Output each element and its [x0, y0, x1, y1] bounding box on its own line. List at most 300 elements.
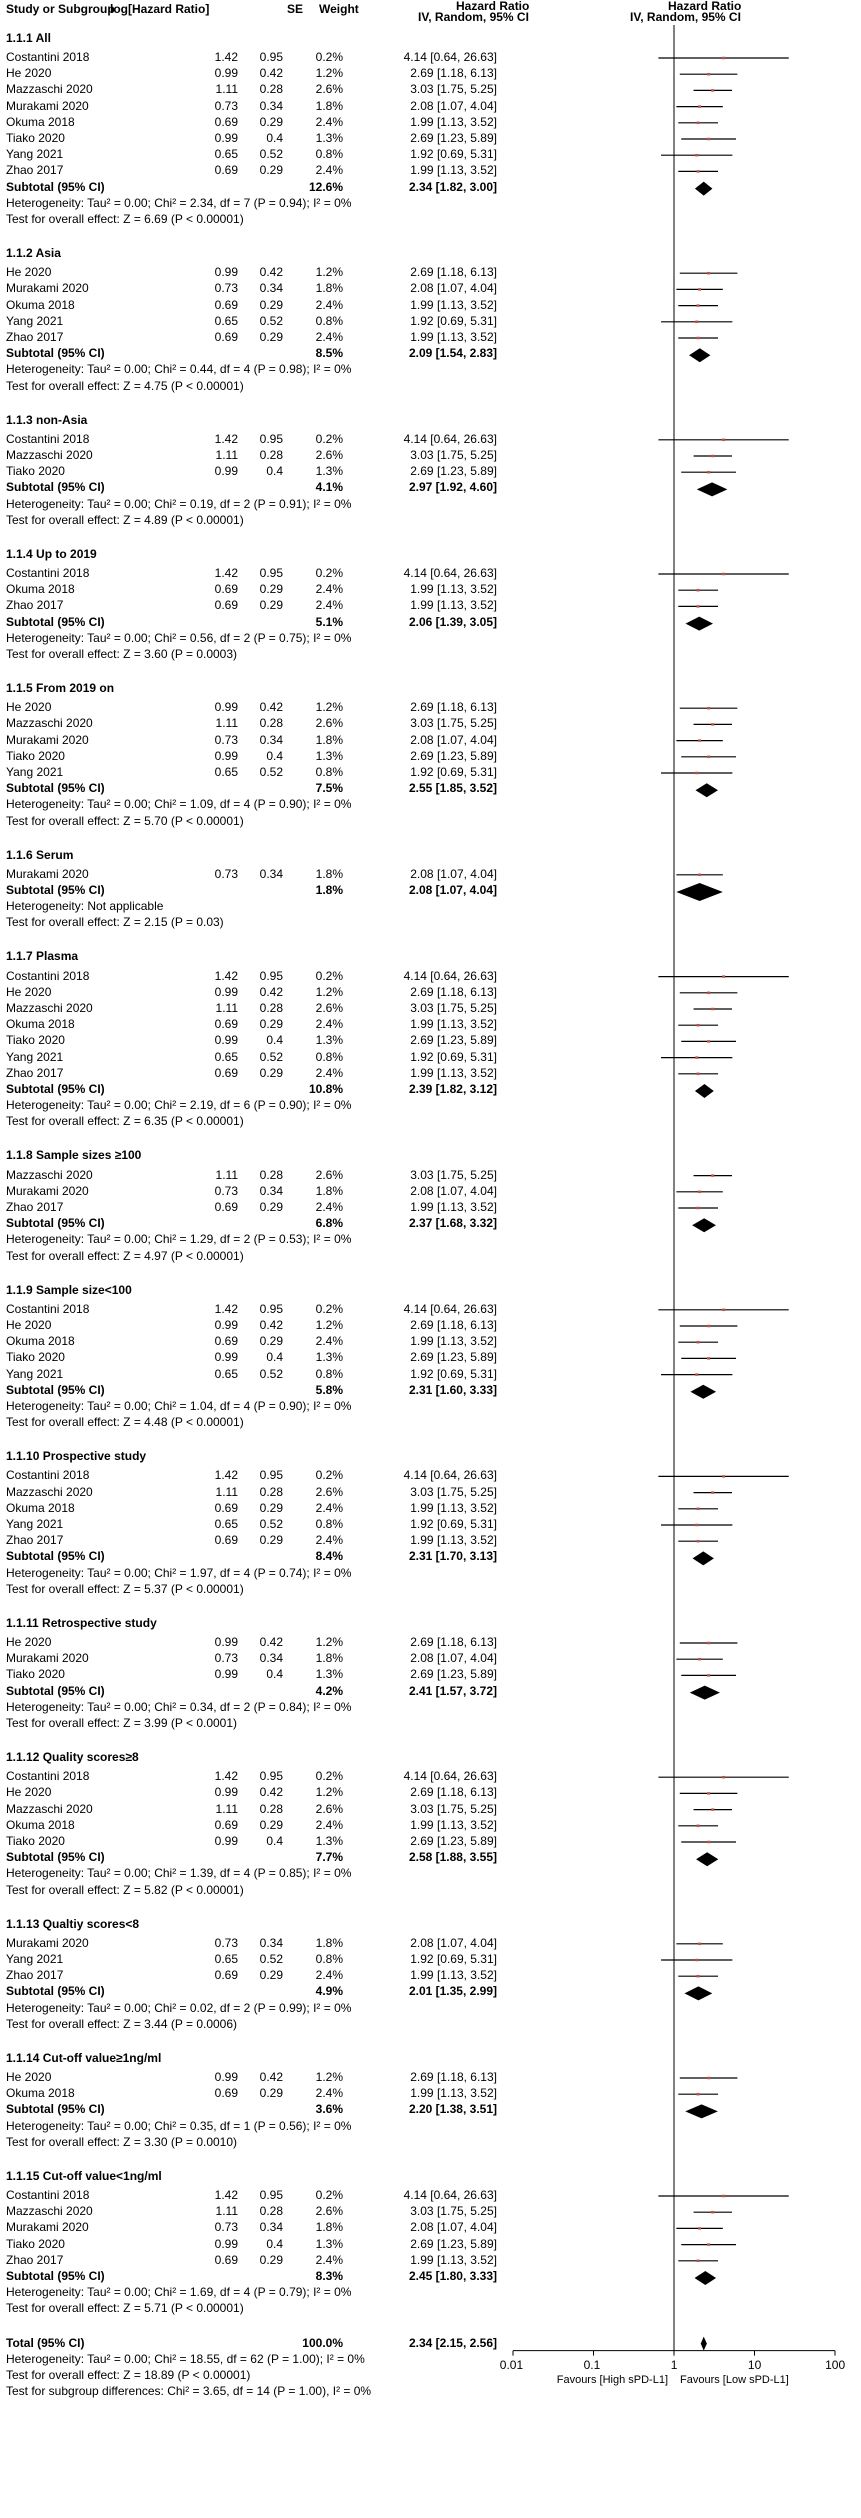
study-weight: 1.2%	[315, 1318, 343, 1332]
study-se: 0.4	[266, 2236, 283, 2251]
study-name: Yang 2021	[6, 147, 64, 162]
subgroup-title: 1.1.3 non-Asia	[6, 412, 88, 427]
study-weight: 2.6%	[315, 1801, 343, 1816]
study-loghr: 0.69	[214, 598, 238, 613]
subtotal-weight: 7.7%	[315, 1850, 343, 1865]
study-name: Mazzaschi 2020	[6, 1001, 93, 1015]
study-loghr: 0.73	[214, 1183, 238, 1198]
study-ci: 2.69 [1.18, 6.13]	[410, 700, 497, 715]
subgroup-title: 1.1.12 Quality scores≥8	[6, 1750, 139, 1764]
study-ci: 2.08 [1.07, 4.04]	[410, 98, 497, 113]
study-weight: 2.4%	[315, 330, 343, 344]
subtotal-ci: 2.20 [1.38, 3.51]	[408, 2102, 497, 2117]
subtotal-label: Subtotal (95% CI)	[6, 883, 105, 897]
study-weight: 2.4%	[315, 1065, 343, 1080]
study-ci: 2.69 [1.18, 6.13]	[410, 984, 497, 999]
study-ci: 4.14 [0.64, 26.63]	[403, 1468, 497, 1483]
subtotal-weight: 12.6%	[308, 179, 343, 194]
study-ci: 2.69 [1.23, 5.89]	[410, 1834, 497, 1848]
study-loghr: 0.69	[214, 1065, 238, 1080]
x-axis-tick-label: 100	[825, 2357, 846, 2372]
study-name: Murakami 2020	[6, 2220, 89, 2235]
header-se: SE	[287, 2, 304, 16]
subtotal-ci: 2.31 [1.60, 3.33]	[408, 1382, 497, 1397]
study-se: 0.34	[259, 281, 283, 296]
study-weight: 0.8%	[315, 1366, 343, 1381]
study-name: Mazzaschi 2020	[6, 2204, 93, 2219]
study-weight: 2.4%	[315, 1200, 343, 1214]
study-loghr: 0.65	[214, 1049, 238, 1064]
study-se: 0.52	[259, 1049, 283, 1064]
subtotal-diamond	[695, 182, 712, 196]
study-loghr: 0.73	[214, 1935, 238, 1950]
study-loghr: 1.42	[214, 1769, 238, 1784]
study-name: Tiako 2020	[6, 1033, 65, 1048]
subtotal-ci: 2.55 [1.85, 3.52]	[408, 781, 497, 796]
study-se: 0.29	[259, 1500, 283, 1515]
study-se: 0.29	[259, 1533, 283, 1548]
study-loghr: 0.73	[214, 281, 238, 296]
study-ci: 1.99 [1.13, 3.52]	[410, 1533, 497, 1548]
study-weight: 1.8%	[315, 1651, 343, 1666]
study-ci: 3.03 [1.75, 5.25]	[410, 1001, 497, 1015]
study-ci: 1.99 [1.13, 3.52]	[410, 163, 497, 178]
subtotal-weight: 8.5%	[315, 346, 343, 361]
x-axis-tick-label: 1	[670, 2357, 678, 2372]
study-weight: 0.8%	[315, 1952, 343, 1966]
study-loghr: 0.99	[214, 1318, 238, 1332]
study-name: Murakami 2020	[6, 1935, 89, 1950]
overall-effect-text: Test for overall effect: Z = 4.97 (P < 0.00001)	[6, 1248, 244, 1263]
study-loghr: 0.65	[214, 765, 238, 779]
study-se: 0.95	[259, 968, 283, 983]
study-loghr: 0.65	[214, 1366, 238, 1381]
study-loghr: 0.69	[214, 163, 238, 178]
study-weight: 1.3%	[315, 1350, 343, 1365]
study-se: 0.28	[259, 1001, 283, 1015]
study-ci: 1.99 [1.13, 3.52]	[410, 1817, 497, 1832]
study-name: Tiako 2020	[6, 748, 65, 763]
study-loghr: 0.73	[214, 98, 238, 113]
study-weight: 1.3%	[315, 131, 343, 145]
x-axis-tick-label: 10	[747, 2357, 762, 2372]
study-se: 0.29	[259, 1968, 283, 1983]
subtotal-diamond	[695, 1084, 714, 1098]
study-name: Okuma 2018	[6, 2086, 75, 2101]
study-name: Okuma 2018	[6, 114, 75, 129]
study-name: Tiako 2020	[6, 1350, 65, 1365]
subtotal-weight: 4.9%	[315, 1984, 343, 1999]
study-weight: 2.4%	[315, 598, 343, 613]
study-ci: 1.99 [1.13, 3.52]	[410, 330, 497, 344]
study-se: 0.28	[259, 1801, 283, 1816]
subtotal-diamond	[676, 883, 722, 901]
study-se: 0.29	[259, 582, 283, 597]
study-loghr: 0.99	[214, 1350, 238, 1365]
study-loghr: 0.69	[214, 1017, 238, 1032]
study-ci: 2.69 [1.18, 6.13]	[410, 265, 497, 280]
study-loghr: 0.69	[214, 1968, 238, 1983]
study-weight: 1.2%	[315, 1785, 343, 1800]
study-se: 0.34	[259, 1183, 283, 1198]
overall-effect-text: Test for overall effect: Z = 6.35 (P < 0.00001)	[6, 1114, 244, 1129]
study-ci: 1.99 [1.13, 3.52]	[410, 1500, 497, 1515]
heterogeneity-text: Heterogeneity: Tau² = 0.00; Chi² = 0.44, df = 4 (P = 0.98); I² = 0%	[6, 362, 352, 377]
subtotal-label: Subtotal (95% CI)	[6, 1549, 105, 1564]
subtotal-ci: 2.08 [1.07, 4.04]	[408, 883, 497, 897]
heterogeneity-text: Heterogeneity: Tau² = 0.00; Chi² = 1.29, df = 2 (P = 0.53); I² = 0%	[6, 1232, 352, 1247]
subtotal-ci: 2.41 [1.57, 3.72]	[408, 1683, 497, 1698]
study-weight: 1.2%	[315, 1635, 343, 1649]
heterogeneity-text: Heterogeneity: Tau² = 0.00; Chi² = 1.04, df = 4 (P = 0.90); I² = 0%	[6, 1399, 352, 1413]
header-plot-method: IV, Random, 95% CI	[630, 10, 741, 24]
study-name: He 2020	[6, 1318, 52, 1332]
subtotal-diamond	[686, 617, 713, 631]
study-ci: 1.99 [1.13, 3.52]	[410, 1334, 497, 1349]
study-se: 0.42	[259, 2070, 283, 2084]
study-weight: 1.2%	[315, 984, 343, 999]
study-name: Costantini 2018	[6, 431, 90, 446]
study-weight: 1.8%	[315, 281, 343, 296]
subtotal-label: Subtotal (95% CI)	[6, 2102, 105, 2117]
study-weight: 0.8%	[315, 147, 343, 162]
study-se: 0.28	[259, 1484, 283, 1499]
study-weight: 2.4%	[315, 2252, 343, 2267]
study-loghr: 0.65	[214, 313, 238, 328]
x-axis-tick-label: 0.1	[583, 2357, 601, 2372]
study-se: 0.34	[259, 98, 283, 113]
study-name: Mazzaschi 2020	[6, 716, 93, 731]
subtotal-label: Subtotal (95% CI)	[6, 1850, 105, 1865]
study-weight: 2.6%	[315, 448, 343, 462]
study-name: Yang 2021	[6, 1517, 64, 1531]
study-loghr: 0.99	[214, 1033, 238, 1048]
study-name: Yang 2021	[6, 765, 64, 779]
study-se: 0.34	[259, 1651, 283, 1666]
study-weight: 1.3%	[315, 748, 343, 763]
study-se: 0.29	[259, 1017, 283, 1032]
study-se: 0.34	[259, 1935, 283, 1950]
study-se: 0.4	[266, 1834, 283, 1848]
study-ci: 1.99 [1.13, 3.52]	[410, 1968, 497, 1983]
subgroup-title: 1.1.14 Cut-off value≥1ng/ml	[6, 2050, 162, 2065]
study-ci: 1.99 [1.13, 3.52]	[410, 598, 497, 613]
study-name: He 2020	[6, 66, 52, 81]
study-loghr: 0.99	[214, 464, 238, 479]
subtotal-weight: 8.3%	[315, 2269, 343, 2283]
study-ci: 3.03 [1.75, 5.25]	[410, 716, 497, 731]
heterogeneity-text: Heterogeneity: Tau² = 0.00; Chi² = 0.02, df = 2 (P = 0.99); I² = 0%	[6, 2000, 352, 2015]
study-loghr: 1.11	[215, 1001, 238, 1015]
study-ci: 3.03 [1.75, 5.25]	[410, 448, 497, 462]
subtotal-diamond	[693, 1551, 714, 1565]
study-name: Murakami 2020	[6, 1183, 89, 1198]
subtotal-ci: 2.06 [1.39, 3.05]	[408, 614, 497, 629]
study-ci: 3.03 [1.75, 5.25]	[410, 1167, 497, 1182]
header-weight: Weight	[319, 2, 359, 16]
study-loghr: 1.11	[215, 1484, 238, 1499]
study-loghr: 1.42	[214, 968, 238, 983]
study-ci: 2.69 [1.18, 6.13]	[410, 1318, 497, 1332]
subgroup-title: 1.1.13 Qualtiy scores<8	[6, 1916, 140, 1931]
total-label: Total (95% CI)	[6, 2335, 85, 2350]
overall-effect-text: Test for overall effect: Z = 4.75 (P < 0.00001)	[6, 378, 244, 393]
study-ci: 4.14 [0.64, 26.63]	[403, 1769, 497, 1784]
study-weight: 2.4%	[315, 2086, 343, 2101]
study-se: 0.29	[259, 1334, 283, 1349]
subgroup-title: 1.1.9 Sample size<100	[6, 1282, 132, 1297]
study-loghr: 0.99	[214, 2236, 238, 2251]
study-name: Zhao 2017	[6, 2252, 64, 2267]
study-name: Zhao 2017	[6, 1533, 64, 1548]
study-loghr: 1.42	[214, 1468, 238, 1483]
study-ci: 1.92 [0.69, 5.31]	[410, 765, 497, 779]
study-weight: 0.2%	[315, 2188, 343, 2202]
overall-effect-text: Test for overall effect: Z = 5.82 (P < 0.00001)	[6, 1882, 244, 1897]
study-loghr: 1.11	[215, 2204, 238, 2219]
subtotal-diamond	[696, 1852, 718, 1866]
subtotal-label: Subtotal (95% CI)	[6, 179, 105, 194]
total-heterogeneity-text: Heterogeneity: Tau² = 0.00; Chi² = 18.55, df = 62 (P = 1.00); I² = 0%	[6, 2351, 365, 2366]
study-name: Yang 2021	[6, 1952, 64, 1966]
study-weight: 1.8%	[315, 1183, 343, 1198]
study-ci: 1.99 [1.13, 3.52]	[410, 114, 497, 129]
study-loghr: 0.99	[214, 2070, 238, 2084]
study-se: 0.28	[259, 716, 283, 731]
study-name: He 2020	[6, 2070, 52, 2084]
study-weight: 0.2%	[315, 431, 343, 446]
subtotal-diamond	[684, 1986, 712, 2000]
study-name: Costantini 2018	[6, 566, 90, 580]
study-loghr: 0.69	[214, 1533, 238, 1548]
study-loghr: 0.99	[214, 265, 238, 280]
study-name: Zhao 2017	[6, 1968, 64, 1983]
study-loghr: 0.73	[214, 732, 238, 747]
study-se: 0.28	[259, 2204, 283, 2219]
study-name: He 2020	[6, 984, 52, 999]
study-loghr: 0.69	[214, 582, 238, 597]
study-name: Costantini 2018	[6, 50, 90, 64]
study-name: He 2020	[6, 1635, 52, 1649]
overall-effect-text: Test for overall effect: Z = 3.99 (P < 0.0001)	[6, 1716, 238, 1730]
subtotal-weight: 5.1%	[315, 614, 343, 629]
subtotal-label: Subtotal (95% CI)	[6, 346, 105, 361]
overall-effect-text: Test for overall effect: Z = 5.37 (P < 0.00001)	[6, 1581, 244, 1596]
study-name: Yang 2021	[6, 1366, 64, 1381]
subtotal-diamond	[697, 482, 728, 496]
x-axis-tick-label: 0.01	[499, 2357, 524, 2372]
heterogeneity-text: Heterogeneity: Tau² = 0.00; Chi² = 0.34, df = 2 (P = 0.84); I² = 0%	[6, 1699, 352, 1714]
study-name: Costantini 2018	[6, 1468, 90, 1483]
study-se: 0.52	[259, 147, 283, 162]
study-se: 0.42	[259, 984, 283, 999]
study-loghr: 0.99	[214, 131, 238, 145]
study-weight: 2.4%	[315, 1533, 343, 1548]
study-name: Mazzaschi 2020	[6, 1801, 93, 1816]
subtotal-ci: 2.37 [1.68, 3.32]	[408, 1216, 497, 1231]
study-name: Costantini 2018	[6, 1301, 90, 1316]
study-ci: 4.14 [0.64, 26.63]	[403, 431, 497, 446]
study-ci: 2.08 [1.07, 4.04]	[410, 2220, 497, 2235]
subgroup-title: 1.1.7 Plasma	[6, 949, 79, 964]
study-ci: 4.14 [0.64, 26.63]	[403, 1301, 497, 1316]
study-name: Okuma 2018	[6, 1817, 75, 1832]
subgroup-title: 1.1.4 Up to 2019	[6, 546, 97, 561]
study-se: 0.34	[259, 866, 283, 881]
study-loghr: 0.73	[214, 2220, 238, 2235]
study-weight: 1.8%	[315, 2220, 343, 2235]
subtotal-ci: 2.58 [1.88, 3.55]	[408, 1850, 497, 1865]
study-name: He 2020	[6, 265, 52, 280]
study-name: Mazzaschi 2020	[6, 448, 93, 462]
study-ci: 3.03 [1.75, 5.25]	[410, 1484, 497, 1499]
study-weight: 2.4%	[315, 297, 343, 312]
study-ci: 2.69 [1.23, 5.89]	[410, 131, 497, 145]
subtotal-label: Subtotal (95% CI)	[6, 1984, 105, 1999]
study-loghr: 0.99	[214, 66, 238, 81]
study-weight: 1.2%	[315, 700, 343, 715]
subgroup-title: 1.1.2 Asia	[6, 246, 61, 260]
study-se: 0.4	[266, 131, 283, 145]
subtotal-weight: 1.8%	[315, 883, 343, 897]
study-weight: 2.6%	[315, 82, 343, 97]
study-ci: 2.08 [1.07, 4.04]	[410, 1183, 497, 1198]
total-diamond	[701, 2337, 707, 2351]
study-loghr: 0.69	[214, 1817, 238, 1832]
study-loghr: 0.69	[214, 2252, 238, 2267]
study-loghr: 0.69	[214, 2086, 238, 2101]
study-ci: 2.08 [1.07, 4.04]	[410, 1935, 497, 1950]
study-loghr: 1.11	[215, 82, 238, 97]
study-loghr: 0.65	[214, 1517, 238, 1531]
study-se: 0.29	[259, 163, 283, 178]
study-ci: 4.14 [0.64, 26.63]	[403, 968, 497, 983]
study-ci: 2.69 [1.23, 5.89]	[410, 1033, 497, 1048]
study-name: Yang 2021	[6, 313, 64, 328]
overall-effect-text: Test for overall effect: Z = 3.44 (P = 0.0006)	[6, 2016, 238, 2031]
study-ci: 3.03 [1.75, 5.25]	[410, 2204, 497, 2219]
study-ci: 2.69 [1.23, 5.89]	[410, 2236, 497, 2251]
study-se: 0.42	[259, 1635, 283, 1649]
study-se: 0.28	[259, 82, 283, 97]
study-ci: 3.03 [1.75, 5.25]	[410, 1801, 497, 1816]
study-name: Mazzaschi 2020	[6, 1484, 93, 1499]
study-ci: 1.92 [0.69, 5.31]	[410, 147, 497, 162]
study-name: Murakami 2020	[6, 281, 89, 296]
study-ci: 1.99 [1.13, 3.52]	[410, 297, 497, 312]
study-ci: 1.92 [0.69, 5.31]	[410, 1049, 497, 1064]
heterogeneity-text: Heterogeneity: Tau² = 0.00; Chi² = 1.09, df = 4 (P = 0.90); I² = 0%	[6, 797, 352, 812]
heterogeneity-text: Heterogeneity: Tau² = 0.00; Chi² = 0.35, df = 1 (P = 0.56); I² = 0%	[6, 2118, 352, 2133]
study-ci: 2.08 [1.07, 4.04]	[410, 1651, 497, 1666]
study-se: 0.95	[259, 1468, 283, 1483]
study-ci: 1.99 [1.13, 3.52]	[410, 1200, 497, 1214]
study-se: 0.42	[259, 1785, 283, 1800]
study-name: Costantini 2018	[6, 2188, 90, 2202]
study-weight: 2.4%	[315, 1334, 343, 1349]
study-loghr: 1.11	[215, 1801, 238, 1816]
study-weight: 0.2%	[315, 968, 343, 983]
subtotal-ci: 2.09 [1.54, 2.83]	[408, 346, 497, 361]
study-name: Tiako 2020	[6, 1667, 65, 1682]
header-hr-method: IV, Random, 95% CI	[418, 10, 529, 24]
study-weight: 1.3%	[315, 1834, 343, 1848]
subgroup-title: 1.1.11 Retrospective study	[6, 1615, 157, 1630]
study-se: 0.4	[266, 464, 283, 479]
heterogeneity-text: Heterogeneity: Tau² = 0.00; Chi² = 1.97, df = 4 (P = 0.74); I² = 0%	[6, 1565, 352, 1580]
study-ci: 2.08 [1.07, 4.04]	[410, 732, 497, 747]
study-se: 0.42	[259, 700, 283, 715]
study-ci: 2.08 [1.07, 4.04]	[410, 866, 497, 881]
study-se: 0.95	[259, 1301, 283, 1316]
study-loghr: 1.11	[215, 716, 238, 731]
study-ci: 1.92 [0.69, 5.31]	[410, 1952, 497, 1966]
study-weight: 0.8%	[315, 1517, 343, 1531]
study-se: 0.95	[259, 2188, 283, 2202]
study-se: 0.52	[259, 1366, 283, 1381]
subtotal-ci: 2.34 [1.82, 3.00]	[408, 179, 497, 194]
study-weight: 1.2%	[315, 265, 343, 280]
subgroup-title: 1.1.15 Cut-off value<1ng/ml	[6, 2168, 162, 2183]
subtotal-diamond	[690, 1686, 720, 1700]
study-name: Yang 2021	[6, 1049, 64, 1064]
overall-effect-text: Test for overall effect: Z = 2.15 (P = 0.03)	[6, 915, 224, 930]
subgroup-title: 1.1.10 Prospective study	[6, 1449, 147, 1464]
study-weight: 2.6%	[315, 2204, 343, 2219]
study-loghr: 1.42	[214, 431, 238, 446]
study-loghr: 0.99	[214, 1785, 238, 1800]
header-study: Study or Subgroup	[6, 2, 115, 16]
study-loghr: 0.65	[214, 1952, 238, 1966]
study-name: Murakami 2020	[6, 98, 89, 113]
study-ci: 2.08 [1.07, 4.04]	[410, 281, 497, 296]
study-loghr: 0.99	[214, 700, 238, 715]
study-ci: 1.99 [1.13, 3.52]	[410, 1065, 497, 1080]
study-se: 0.29	[259, 1817, 283, 1832]
study-loghr: 1.42	[214, 2188, 238, 2202]
study-loghr: 1.11	[215, 1167, 238, 1182]
subtotal-diamond	[689, 348, 710, 362]
subgroup-differences-text: Test for subgroup differences: Chi² = 3.65, df = 14 (P = 1.00), I² = 0%	[6, 2384, 372, 2399]
study-se: 0.4	[266, 748, 283, 763]
study-name: He 2020	[6, 700, 52, 715]
study-ci: 1.99 [1.13, 3.52]	[410, 582, 497, 597]
study-loghr: 0.65	[214, 147, 238, 162]
study-weight: 0.2%	[315, 1468, 343, 1483]
study-name: Tiako 2020	[6, 1834, 65, 1848]
overall-effect-text: Test for overall effect: Z = 4.48 (P < 0.00001)	[6, 1415, 244, 1430]
study-se: 0.29	[259, 1200, 283, 1214]
overall-effect-text: Test for overall effect: Z = 6.69 (P < 0.00001)	[6, 212, 244, 226]
study-se: 0.42	[259, 1318, 283, 1332]
study-loghr: 1.42	[214, 566, 238, 580]
study-se: 0.52	[259, 765, 283, 779]
heterogeneity-text: Heterogeneity: Not applicable	[6, 899, 164, 914]
study-loghr: 0.69	[214, 1334, 238, 1349]
study-loghr: 1.42	[214, 50, 238, 64]
subtotal-label: Subtotal (95% CI)	[6, 2269, 105, 2283]
heterogeneity-text: Heterogeneity: Tau² = 0.00; Chi² = 0.19, df = 2 (P = 0.91); I² = 0%	[6, 496, 352, 511]
study-weight: 1.3%	[315, 2236, 343, 2251]
subtotal-weight: 4.1%	[315, 480, 343, 495]
study-name: Zhao 2017	[6, 1065, 64, 1080]
subtotal-label: Subtotal (95% CI)	[6, 1683, 105, 1698]
study-weight: 1.8%	[315, 866, 343, 881]
study-name: Tiako 2020	[6, 464, 65, 479]
study-weight: 1.3%	[315, 1033, 343, 1048]
study-se: 0.52	[259, 313, 283, 328]
subtotal-ci: 2.39 [1.82, 3.12]	[408, 1082, 497, 1096]
